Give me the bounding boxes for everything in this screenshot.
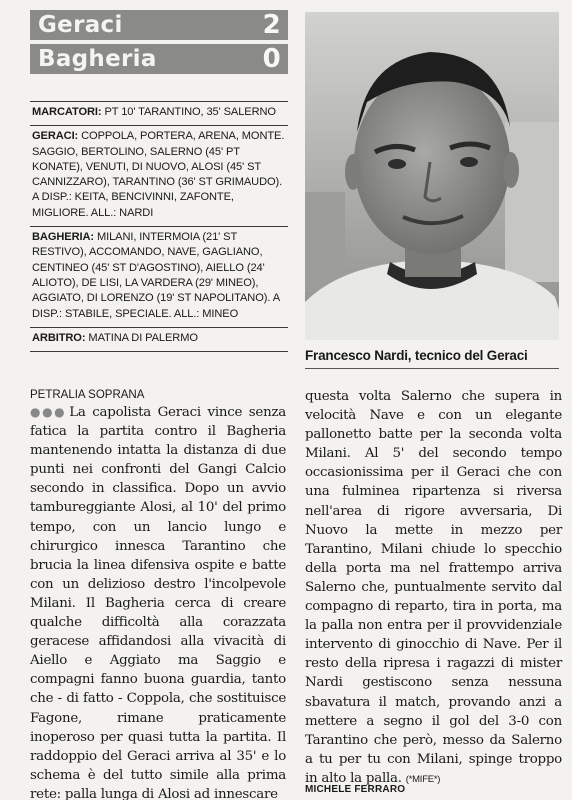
bagheria-lineup-block [30, 227, 288, 328]
bagheria-lineup-text: MILANI, INTERMOIA (21' ST RESTIVO), ACCOMANDO, NAVE, GAGLIANO, CENTINEO (45' ST D'AGOSTINO), AIELLO (24' ALIOTO), DE LISI, LA VARDERA (29' MINEO), AGGIATO, DI LORENZO (19' ST NAPOLITANO). A DISP.: STABILE, SPECIALE. ALL.: MINEO [32, 231, 280, 320]
match-summary [30, 10, 288, 352]
scorers-block [30, 101, 288, 126]
photo-caption: Francesco Nardi, tecnico del Geraci [305, 348, 528, 363]
article-column-1 [30, 388, 286, 800]
home-score-bar [30, 10, 288, 40]
away-team-name: Bagheria [38, 46, 157, 72]
home-score: 2 [262, 10, 281, 40]
scorers-label: MARCATORI: [32, 106, 102, 118]
geraci-lineup-label: GERACI: [32, 130, 79, 143]
home-team-name: Geraci [38, 12, 123, 38]
away-score: 0 [262, 44, 281, 74]
article-signature: (*MIFE*) [405, 773, 441, 785]
geraci-lineup-block [30, 126, 288, 227]
bagheria-lineup-label: BAGHERIA: [32, 231, 94, 244]
article-text-col2: questa volta Salerno che supera in velocità Nave e con un elegante pallonetto batte per la seconda volta Milani. Al 5' del secondo tempo occasionissima per il Geraci che con una fulminea ripartenza si riversa nell'area di rigore avversaria, Di Nuovo la mette in mezzo per Tarantino, Milani chiude lo specchio della porta ma nel frattempo arriva Salerno che, puntualmente servito dal compagno di reparto, tira in porta, ma la palla non entra per il provvidenziale intervento di ginocchio di Nave. Per il resto della ripresa i ragazzi di mister Nardi gestiscono senza nessuna sbavatura il match, provando anzi a mettere a segno il gol del 3-0 con Tarantino che però, messo da Salerno a tu per tu con Milani, spinge troppo in alto la palla. [305, 389, 562, 786]
away-score-bar [30, 44, 288, 74]
article-dateline: PETRALIA SOPRANA [30, 389, 145, 401]
referee-block [30, 328, 288, 352]
article-bullet-icon: ●●● [30, 405, 67, 419]
article-author: MICHELE FERRARO [305, 784, 406, 795]
caption-divider [305, 368, 559, 369]
referee-label: ARBITRO: [32, 331, 86, 344]
referee-text: MATINA DI PALERMO [88, 331, 198, 344]
geraci-lineup-text: COPPOLA, PORTERA, ARENA, MONTE. SAGGIO, BERTOLINO, SALERNO (45' PT KONATE), VENUTI, DI NUOVO, ALOSI (45' ST CANNIZZARO), TARANTINO (36' ST GRIMAUDO). A DISP.: KEITA, BENCIVINNI, ZAFONTE, MIGLIORE. ALL.: NARDI [32, 130, 285, 219]
coach-portrait-image [305, 12, 559, 340]
scorers-text: PT 10' TARANTINO, 35' SALERNO [104, 106, 276, 118]
coach-photo [305, 12, 559, 340]
article-text-col1: La capolista Geraci vince senza fatica la partita contro il Bagheria mantenendo intatta la distanza di due punti nei confronti del Gangi Calcio secondo in classifica. Dopo un avvio tambureggiante Alosi, al 10' del primo tempo, con un lancio lungo e chirurgico innesca Tarantino che brucia la linea difensiva ospite e batte con un delizioso destro l'incolpevole Milani. Il Bagheria cerca di creare qualche difficoltà alla corazzata geracese affidandosi alla vivacità di Aiello e Aggiato ma Saggio e compagni fanno buona guardia, tanto che - di fatto - Coppola, che sostituisce Fagone, rimane praticamente inoperoso per quasi tutta la partita. Il raddoppio del Geraci arriva al 35' e lo schema è del tutto simile alla prima rete: palla lunga di Alosi ad innescare [30, 405, 286, 800]
article-column-2 [305, 387, 562, 789]
